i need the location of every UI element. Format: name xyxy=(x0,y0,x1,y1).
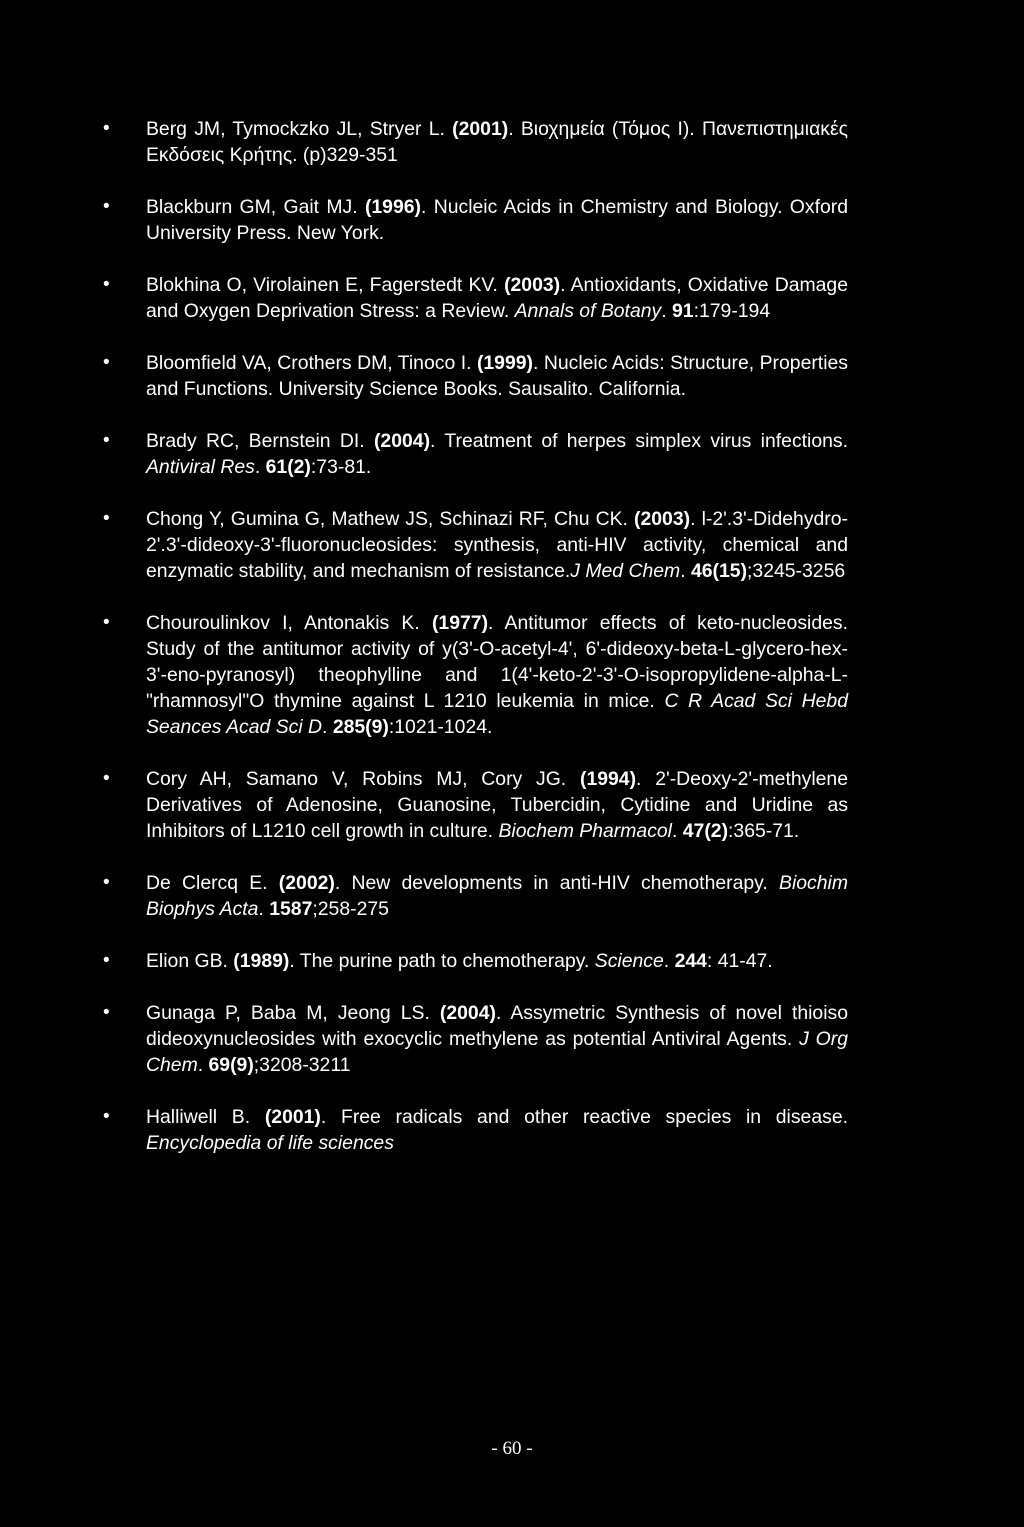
volume: 47(2) xyxy=(682,820,729,842)
year: (2001) xyxy=(452,118,509,140)
bullet: • xyxy=(103,950,110,971)
authors: Bloomfield VA, Crothers DM, Tinoco I. xyxy=(146,352,477,374)
journal: Annals of Botany xyxy=(514,300,662,322)
authors: Gunaga P, Baba M, Jeong LS. xyxy=(146,1002,440,1024)
reference-item xyxy=(103,116,848,168)
title: . Assymetric Synthesis of novel thioiso dideoxynucleosides with exocyclic methylene as potential Antiviral Agents. xyxy=(146,1002,848,1050)
pages: ;3245-3256 xyxy=(747,560,846,582)
title: . Nucleic Acids in Chemistry and Biology. Oxford University Press. New York. xyxy=(146,196,848,244)
journal-punct: . xyxy=(322,716,333,738)
volume: 244 xyxy=(674,950,707,972)
journal: Encyclopedia of life sciences xyxy=(146,1132,394,1154)
bullet: • xyxy=(103,196,110,217)
volume: 1587 xyxy=(269,898,313,920)
bullet: • xyxy=(103,1106,110,1127)
authors: Elion GB. xyxy=(146,950,234,972)
year: (2001) xyxy=(264,1106,321,1128)
title: . Nucleic Acids: Structure, Properties and Functions. University Science Books. Sausalito. California. xyxy=(146,352,848,400)
authors: Blackburn GM, Gait MJ. xyxy=(146,196,365,218)
reference-item xyxy=(103,766,848,844)
authors: Brady RC, Bernstein DI. xyxy=(146,430,374,452)
title: . Free radicals and other reactive species in disease. xyxy=(320,1106,848,1128)
year: (2002) xyxy=(278,872,335,894)
bullet: • xyxy=(103,274,110,295)
bullet: • xyxy=(103,508,110,529)
authors: Halliwell B. xyxy=(146,1106,265,1128)
authors: Chong Y, Gumina G, Mathew JS, Schinazi RF, Chu CK. xyxy=(146,508,635,530)
volume: 69(9) xyxy=(208,1054,254,1076)
title: . New developments in anti-HIV chemotherapy. xyxy=(334,872,780,894)
bullet: • xyxy=(103,118,110,139)
authors: Cory AH, Samano V, Robins MJ, Cory JG. xyxy=(146,768,580,790)
reference-item xyxy=(103,428,848,480)
title: . Βιοχημεία (Τόμος I). Πανεπιστημιακές Εκδόσεις Κρήτης. (p)329-351 xyxy=(146,118,848,166)
bullet: • xyxy=(103,1002,110,1023)
bullet: • xyxy=(103,872,110,893)
year: (1994) xyxy=(579,768,637,790)
reference-item xyxy=(103,350,848,402)
title: . 2'-Deoxy-2'-methylene Derivatives of Adenosine, Guanosine, Tubercidin, Cytidine and Uridine as Inhibitors of L1210 cell growth in culture. xyxy=(146,768,848,842)
year: (2003) xyxy=(634,508,691,530)
reference-list xyxy=(103,116,849,1156)
journal-punct: . xyxy=(671,820,683,842)
journal: Biochim Biophys Acta xyxy=(146,872,848,920)
journal-punct: . xyxy=(197,1054,209,1076)
journal-punct: . xyxy=(680,560,691,582)
pages: ;3208-3211 xyxy=(253,1054,351,1076)
volume: 46(15) xyxy=(690,560,748,582)
reference-item xyxy=(103,870,848,922)
journal-punct: . xyxy=(661,300,672,322)
journal-punct: . xyxy=(663,950,675,972)
pages: :179-194 xyxy=(693,300,771,322)
journal-punct: . xyxy=(258,898,270,920)
year: (2003) xyxy=(504,274,561,296)
pages: :365-71. xyxy=(728,820,800,842)
year: (2004) xyxy=(373,430,431,452)
journal: Antiviral Res xyxy=(146,456,255,478)
reference-item xyxy=(103,1000,848,1078)
title: . Antitumor effects of keto-nucleosides. Study of the antitumor activity of y(3'-O-acetyl-4', 6'-dideoxy-beta-L-glycero-hex-3'-eno-pyranosyl) theophylline and 1(4'-keto-2'-3'-O-isopropylidene-alpha-L-"rhamnosyl"O thymine against L 1210 leukemia in mice. xyxy=(146,612,848,712)
year: (1977) xyxy=(431,612,489,634)
year: (1996) xyxy=(364,196,421,218)
reference-item xyxy=(103,1104,848,1156)
journal: Science xyxy=(594,950,664,972)
authors: Berg JM, Tymockzko JL, Stryer L. xyxy=(146,118,453,140)
volume: 285(9) xyxy=(332,716,389,738)
page-number: - 60 - xyxy=(491,1438,533,1459)
bullet: • xyxy=(103,352,110,373)
pages: :1021-1024. xyxy=(388,716,493,738)
title: . Antioxidants, Oxidative Damage and Oxygen Deprivation Stress: a Review. xyxy=(146,274,849,322)
pages: ;258-275 xyxy=(312,898,389,920)
authors: Blokhina O, Virolainen E, Fagerstedt KV. xyxy=(146,274,505,296)
volume: 61(2) xyxy=(265,456,311,478)
reference-item xyxy=(103,194,848,246)
journal: J Org Chem xyxy=(146,1028,848,1076)
reference-item xyxy=(103,610,849,740)
pages: : 41-47. xyxy=(706,950,773,972)
authors: Chouroulinkov I, Antonakis K. xyxy=(146,612,432,634)
title: . Treatment of herpes simplex virus infections. xyxy=(430,430,848,452)
volume: 91 xyxy=(672,300,694,322)
authors: De Clercq E. xyxy=(146,872,279,894)
bullet: • xyxy=(103,612,110,633)
reference-item xyxy=(103,948,848,974)
journal: J Med Chem xyxy=(570,560,681,582)
journal: C R Acad Sci Hebd Seances Acad Sci D xyxy=(146,690,849,738)
journal: Biochem Pharmacol xyxy=(498,820,672,842)
year: (1999) xyxy=(476,352,533,374)
title: . l-2'.3'-Didehydro-2'.3'-dideoxy-3'-fluoronucleosides: synthesis, anti-HIV activity, chemical and enzymatic stability, and mechanism of resistance. xyxy=(146,508,848,582)
bullet: • xyxy=(103,430,110,451)
journal-punct: . xyxy=(254,456,266,478)
pages: :73-81. xyxy=(310,456,372,478)
reference-item xyxy=(103,506,848,584)
year: (2004) xyxy=(439,1002,496,1024)
title: . The purine path to chemotherapy. xyxy=(289,950,595,972)
bullet: • xyxy=(103,768,110,789)
year: (1989) xyxy=(233,950,290,972)
reference-item xyxy=(103,272,849,324)
